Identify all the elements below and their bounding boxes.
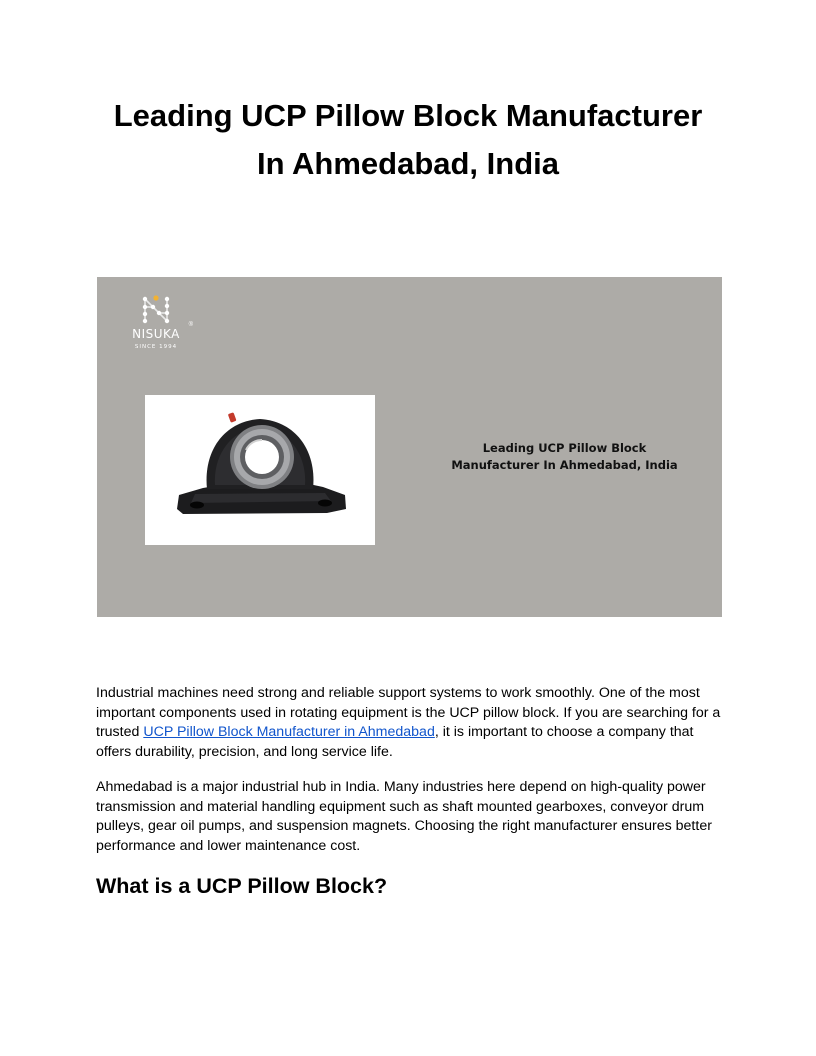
page-title-line1: Leading UCP Pillow Block Manufacturer bbox=[113, 98, 703, 133]
registered-mark: ® bbox=[188, 322, 193, 328]
nisuka-n-logo-icon bbox=[139, 295, 173, 325]
logo-since: SINCE 1994 bbox=[134, 344, 178, 350]
logo-name: NISUKA bbox=[132, 327, 180, 341]
ucp-pillow-block-link[interactable]: UCP Pillow Block Manufacturer in Ahmedabad bbox=[143, 724, 435, 740]
hero-banner-image bbox=[97, 277, 722, 617]
page-title bbox=[60, 92, 756, 188]
intro-text-after-link: , it is important to choose a company that offers durability, precision, and long service life. bbox=[96, 724, 694, 760]
page-title-line2: In Ahmedabad, India bbox=[257, 146, 559, 181]
banner-caption-line2: Manufacturer In Ahmedabad, India bbox=[451, 458, 678, 472]
section-heading: What is a UCP Pillow Block? bbox=[96, 874, 388, 898]
intro-text-before-link: Industrial machines need strong and reliable support systems to work smoothly. One of the most important components used in rotating equipment is the UCP pillow block. If you are searching for a trusted bbox=[96, 685, 721, 740]
ucp-pillow-block-icon bbox=[145, 395, 375, 545]
banner-caption-line1: Leading UCP Pillow Block bbox=[482, 441, 647, 455]
banner-caption bbox=[442, 440, 687, 474]
product-photo bbox=[145, 395, 375, 545]
intro-paragraph bbox=[96, 684, 728, 762]
company-logo bbox=[125, 295, 193, 350]
ahmedabad-paragraph: Ahmedabad is a major industrial hub in India. Many industries here depend on high-quality power transmission and material handling equipment such as shaft mounted gearboxes, conveyor drum pulleys, gear oil pumps, and suspension magnets. Choosing the right manufacturer ensures better performance and lower maintenance cost. bbox=[96, 779, 712, 854]
